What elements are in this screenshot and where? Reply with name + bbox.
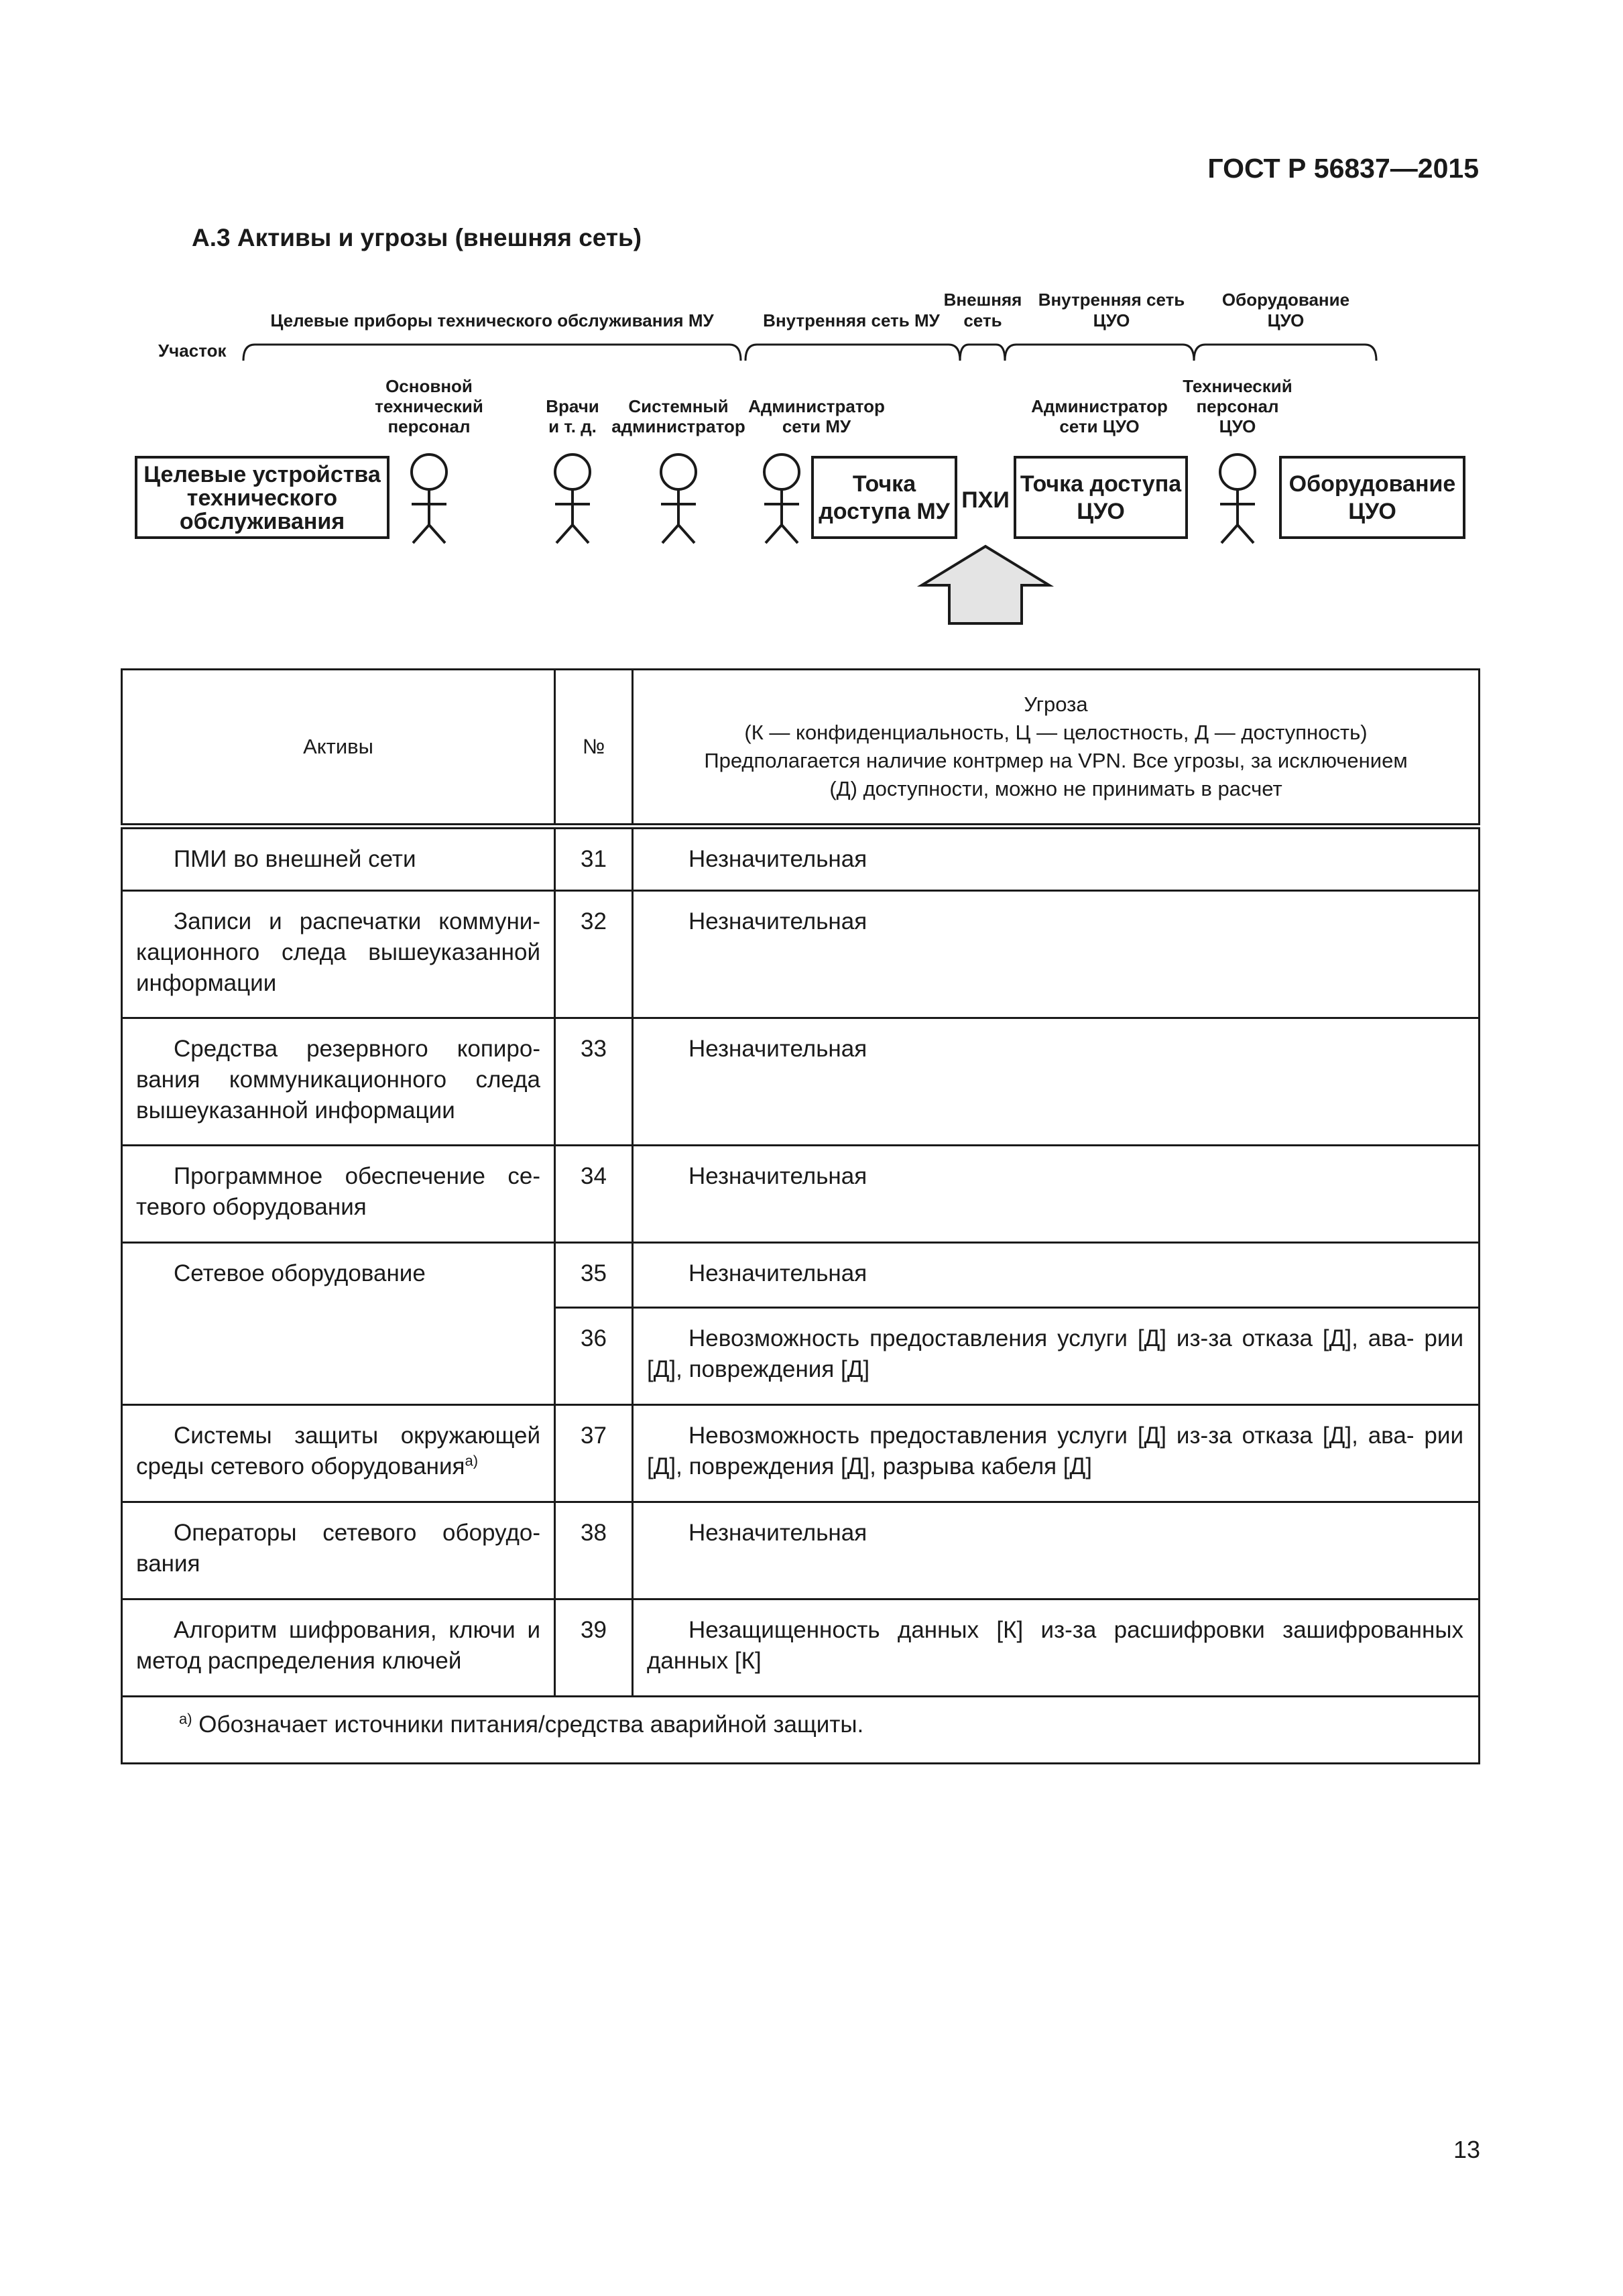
- asset-text-rest: вания коммуникационного следа вышеуказанной информации: [136, 1067, 540, 1124]
- actor-label-tech-staff-1: Технический: [1183, 376, 1293, 396]
- zone-label-target-devices: Целевые приборы технического обслуживания МУ: [270, 310, 714, 330]
- table-row: [122, 1243, 1480, 1308]
- brace-equipment: [1194, 345, 1376, 361]
- section-label: Участок: [158, 341, 227, 361]
- table-row: [122, 1405, 1480, 1502]
- threat-text-rest: рии [Д], повреждения [Д]: [647, 1325, 1463, 1382]
- box-target-devices-line1: Целевые устройства: [143, 462, 381, 487]
- actor-label-doctors-1: Врачи: [546, 396, 599, 416]
- actor-label-sysadmin-2: администратор: [611, 416, 745, 436]
- box-target-devices-line2: технического: [186, 485, 338, 511]
- asset-cell: [122, 891, 555, 1018]
- header-assets: Активы: [122, 670, 555, 827]
- header-threat-line3: Предполагается наличие контрмер на VPN. Все угрозы, за исключением: [704, 749, 1408, 772]
- table-row: [122, 1146, 1480, 1243]
- threat-text: Незначительная: [688, 1036, 867, 1062]
- actor-label-admin-tsuo-2: сети ЦУО: [1059, 416, 1140, 436]
- actor-label-tech-staff-2: персонал: [1196, 396, 1279, 416]
- threat-cell: [633, 1502, 1480, 1599]
- brace-target-devices: [243, 345, 741, 361]
- box-equipment-tsuo: [1280, 457, 1464, 538]
- asset-text-first: Алгоритм шифрования, ключи: [174, 1617, 516, 1643]
- phi-label: ПХИ: [961, 487, 1010, 513]
- actor-doctors-figure: [555, 455, 590, 543]
- box-access-point-mu: [813, 457, 956, 538]
- table-row: [122, 891, 1480, 1018]
- threat-text: Незначительная: [688, 908, 867, 934]
- footnote-marker: а): [465, 1452, 479, 1469]
- arrow-up-icon: [922, 546, 1049, 623]
- asset-cell: [122, 827, 555, 891]
- section-title: А.3 Активы и угрозы (внешняя сеть): [192, 224, 642, 251]
- threat-cell: [633, 1243, 1480, 1308]
- asset-text-first: Системы защиты окружающей: [174, 1423, 540, 1449]
- zone-label-equipment-line1: Оборудование: [1221, 290, 1350, 310]
- threat-text: Незначительная: [688, 1260, 867, 1286]
- brace-external: [960, 345, 1005, 361]
- threat-text: Незначительная: [688, 1520, 867, 1546]
- header-threat-line4: (Д) доступности, можно не принимать в расчет: [829, 777, 1282, 800]
- zone-label-internal-mu: Внутренняя сеть МУ: [763, 310, 940, 330]
- asset-text-first: Программное обеспечение се-: [174, 1163, 540, 1189]
- row-number: 35: [555, 1243, 633, 1308]
- actor-label-main-staff-1: Основной: [385, 376, 473, 396]
- box-access-tsuo-line1: Точка доступа: [1020, 471, 1182, 497]
- threat-text-first: Невозможность предоставления услуги [Д] из-за отказа [Д], ава-: [688, 1325, 1415, 1351]
- box-equipment-line2: ЦУО: [1348, 499, 1396, 524]
- threat-cell: [633, 1018, 1480, 1146]
- actor-label-tech-staff-3: ЦУО: [1219, 416, 1256, 436]
- zone-label-external-line2: сеть: [963, 310, 1002, 330]
- actor-tech-staff-figure: [1220, 455, 1255, 543]
- table-footnote-row: [122, 1697, 1480, 1764]
- zone-label-internal-tsuo-line2: ЦУО: [1093, 310, 1130, 330]
- asset-text-rest: тевого оборудования: [136, 1194, 367, 1220]
- asset-text-first: Записи и распечатки коммуни-: [174, 908, 540, 934]
- threat-text-first: Невозможность предоставления услуги [Д] из-за отказа [Д], ава-: [688, 1423, 1415, 1449]
- table-row: [122, 1599, 1480, 1697]
- row-number: 38: [555, 1502, 633, 1599]
- row-number: 39: [555, 1599, 633, 1697]
- row-number: 36: [555, 1308, 633, 1405]
- box-access-mu-line1: Точка: [852, 471, 916, 497]
- asset-text-first: Операторы сетевого оборудо-: [174, 1520, 540, 1546]
- row-number: 37: [555, 1405, 633, 1502]
- actor-admin-mu-figure: [764, 455, 799, 543]
- brace-internal-mu: [745, 345, 960, 361]
- zone-label-internal-tsuo-line1: Внутренняя сеть: [1038, 290, 1185, 310]
- table-row: [122, 827, 1480, 891]
- document-standard-code: ГОСТ Р 56837—2015: [1207, 153, 1479, 184]
- threat-text-first: Незащищенность данных [К] из-за расшифровки зашифрованных: [688, 1617, 1463, 1643]
- threat-text-rest: данных [К]: [647, 1648, 762, 1674]
- box-access-mu-line2: доступа МУ: [819, 499, 950, 524]
- asset-cell: [122, 1018, 555, 1146]
- asset-cell: [122, 1502, 555, 1599]
- asset-cell: [122, 1405, 555, 1502]
- page-number: 13: [1453, 2136, 1480, 2163]
- row-number: 34: [555, 1146, 633, 1243]
- actor-label-admin-tsuo-1: Администратор: [1031, 396, 1168, 416]
- threat-cell: [633, 891, 1480, 1018]
- network-diagram: [0, 0, 1623, 644]
- asset-text-rest: среды сетевого оборудования: [136, 1453, 465, 1479]
- asset-text-rest: кационного следа вышеуказанной информации: [136, 939, 540, 996]
- actor-label-admin-mu-2: сети МУ: [782, 416, 851, 436]
- threat-text: Незначительная: [688, 1163, 867, 1189]
- asset-cell: [122, 1146, 555, 1243]
- actor-sysadmin-figure: [661, 455, 696, 543]
- actor-main-staff-figure: [412, 455, 446, 543]
- footnote-cell: [122, 1697, 1480, 1764]
- threat-cell: [633, 1308, 1480, 1405]
- asset-text: ПМИ во внешней сети: [174, 846, 416, 872]
- footnote-text: Обозначает источники питания/средства аварийной защиты.: [198, 1711, 864, 1738]
- box-target-devices-line3: обслуживания: [179, 509, 345, 534]
- asset-text-rest: и метод распределения ключей: [136, 1617, 540, 1674]
- brace-internal-tsuo: [1005, 345, 1194, 361]
- actor-label-admin-mu-1: Администратор: [748, 396, 885, 416]
- header-number: №: [555, 670, 633, 827]
- threat-cell: [633, 1405, 1480, 1502]
- header-threat-line1: Угроза: [1024, 692, 1088, 716]
- box-access-point-tsuo: [1015, 457, 1187, 538]
- assets-threats-table: [121, 668, 1480, 1764]
- actor-label-main-staff-3: персонал: [387, 416, 471, 436]
- threat-text: Незначительная: [688, 846, 867, 872]
- table-row: [122, 1502, 1480, 1599]
- threat-cell: [633, 1599, 1480, 1697]
- actor-label-sysadmin-1: Системный: [628, 396, 729, 416]
- threat-cell: [633, 827, 1480, 891]
- asset-cell: [122, 1599, 555, 1697]
- actor-label-doctors-2: и т. д.: [548, 416, 597, 436]
- actor-label-main-staff-2: технический: [375, 396, 483, 416]
- box-access-tsuo-line2: ЦУО: [1077, 499, 1125, 524]
- asset-text-rest: вания: [136, 1551, 200, 1577]
- box-equipment-line1: Оборудование: [1288, 471, 1456, 497]
- row-number: 31: [555, 827, 633, 891]
- threat-cell: [633, 1146, 1480, 1243]
- asset-cell: [122, 1243, 555, 1405]
- header-threat-line2: (К — конфиденциальность, Ц — целостность, Д — доступность): [744, 721, 1368, 744]
- table-row: [122, 1018, 1480, 1146]
- zone-label-external-line1: Внешняя: [943, 290, 1022, 310]
- asset-text-first: Средства резервного копиро-: [174, 1036, 540, 1062]
- row-number: 32: [555, 891, 633, 1018]
- header-threat: [633, 670, 1480, 827]
- asset-text: Сетевое оборудование: [174, 1260, 426, 1286]
- threat-text-rest: рии [Д], повреждения [Д], разрыва кабеля [Д]: [647, 1423, 1463, 1479]
- table-header-row: [122, 670, 1480, 827]
- zone-label-equipment-line2: ЦУО: [1267, 310, 1305, 330]
- footnote-marker: а): [179, 1710, 192, 1728]
- row-number: 33: [555, 1018, 633, 1146]
